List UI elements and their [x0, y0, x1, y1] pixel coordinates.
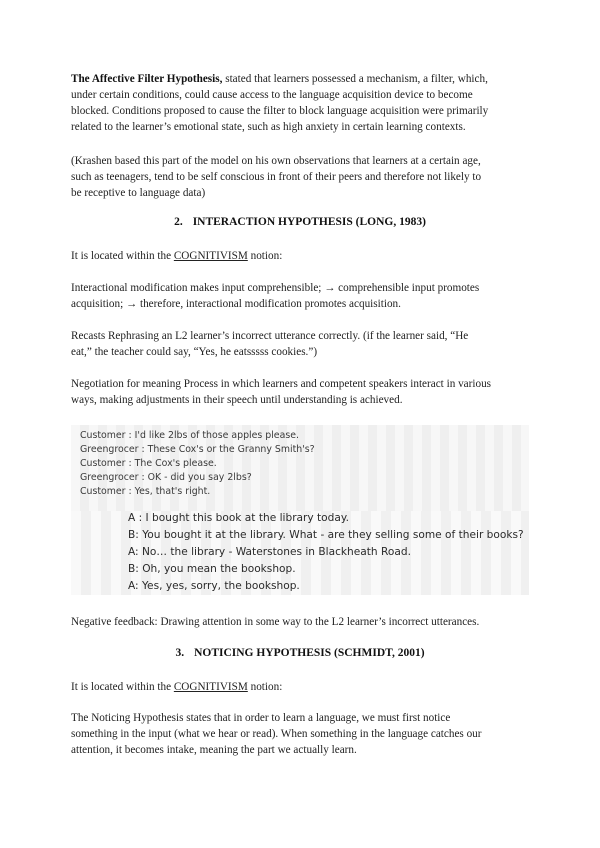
- text-line: ways, making adjustments in their speech until understanding is achieved.: [71, 394, 403, 406]
- text-line: attention, it becomes intake, meaning the part we actually learn.: [71, 744, 357, 756]
- dialogue-line: A: No… the library - Waterstones in Blackheath Road.: [128, 546, 411, 558]
- dialogue-line: B: You bought it at the library. What - are they selling some of their books?: [128, 529, 524, 541]
- dialogue-line: Greengrocer : These Cox's or the Granny Smith's?: [80, 444, 315, 455]
- interactional-modification-paragraph: [71, 280, 531, 312]
- affective-filter-term: The Affective Filter Hypothesis,: [71, 73, 223, 85]
- text-line: blocked. Conditions proposed to cause the filter to block language acquisition were primarily: [71, 105, 489, 117]
- text-line: acquisition; → therefore, interactional modification promotes acquisition.: [71, 298, 401, 310]
- cognitivism-link[interactable]: COGNITIVISM: [173, 681, 248, 693]
- text-line: related to the learner’s emotional state, such as high anxiety in certain learning contexts.: [71, 121, 466, 133]
- text-line: stated that learners possessed a mechanism, a filter, which,: [222, 73, 488, 85]
- text-line: The Noticing Hypothesis states that in order to learn a language, we must first notice: [71, 712, 451, 724]
- cognitivism-link[interactable]: COGNITIVISM: [173, 250, 248, 262]
- recasts-paragraph: [71, 328, 531, 360]
- text-line: Interactional modification makes input comprehensible; → comprehensible input promotes: [71, 282, 480, 294]
- section-heading-interaction: [0, 216, 600, 228]
- krashen-note-paragraph: [71, 153, 531, 201]
- text-line: be receptive to language data): [71, 187, 206, 199]
- text-line: Recasts Rephrasing an L2 learner’s incorrect utterance correctly. (if the learner said, “He: [71, 330, 469, 342]
- heading-title: INTERACTION HYPOTHESIS (LONG, 1983): [192, 216, 426, 228]
- text-line: something in the input (what we hear or read). When something in the language catches our: [71, 728, 482, 740]
- dialogue-line: Customer : Yes, that's right.: [80, 486, 211, 497]
- negotiation-paragraph: [71, 376, 531, 408]
- dialogue-line: A : I bought this book at the library today.: [128, 512, 350, 524]
- cognitivism-line: [71, 248, 531, 264]
- dialogue-line: Customer : The Cox's please.: [80, 458, 217, 469]
- text-fragment: notion:: [247, 250, 283, 262]
- text-fragment: It is located within the: [71, 250, 174, 262]
- cognitivism-line: [71, 679, 531, 695]
- text-line: such as teenagers, tend to be self conscious in front of their peers and therefore not likely to: [71, 171, 482, 183]
- heading-number: 3.: [175, 647, 185, 659]
- text-line: under certain conditions, could cause access to the language acquisition device to become: [71, 89, 473, 101]
- affective-filter-paragraph: [71, 71, 531, 135]
- heading-title: NOTICING HYPOTHESIS (SCHMIDT, 2001): [194, 647, 425, 659]
- text-fragment: It is located within the: [71, 681, 174, 693]
- dialogue-line: Customer : I'd like 2lbs of those apples please.: [80, 430, 299, 441]
- text-fragment: notion:: [247, 681, 283, 693]
- dialogue-line: B: Oh, you mean the bookshop.: [128, 563, 296, 575]
- section-heading-noticing: [0, 647, 600, 659]
- dialogue-line: Greengrocer : OK - did you say 2lbs?: [80, 472, 252, 483]
- text-line: eat,” the teacher could say, “Yes, he eatsssss cookies.”): [71, 346, 318, 358]
- noticing-paragraph: [71, 710, 531, 758]
- text-line: Negotiation for meaning Process in which learners and competent speakers interact in various: [71, 378, 492, 390]
- heading-number: 2.: [174, 216, 183, 228]
- negative-feedback-paragraph: Negative feedback: Drawing attention in some way to the L2 learner’s incorrect utterances.: [71, 616, 480, 628]
- dialogue-line: A: Yes, yes, sorry, the bookshop.: [128, 580, 300, 592]
- text-line: (Krashen based this part of the model on his own observations that learners at a certain age,: [71, 155, 481, 167]
